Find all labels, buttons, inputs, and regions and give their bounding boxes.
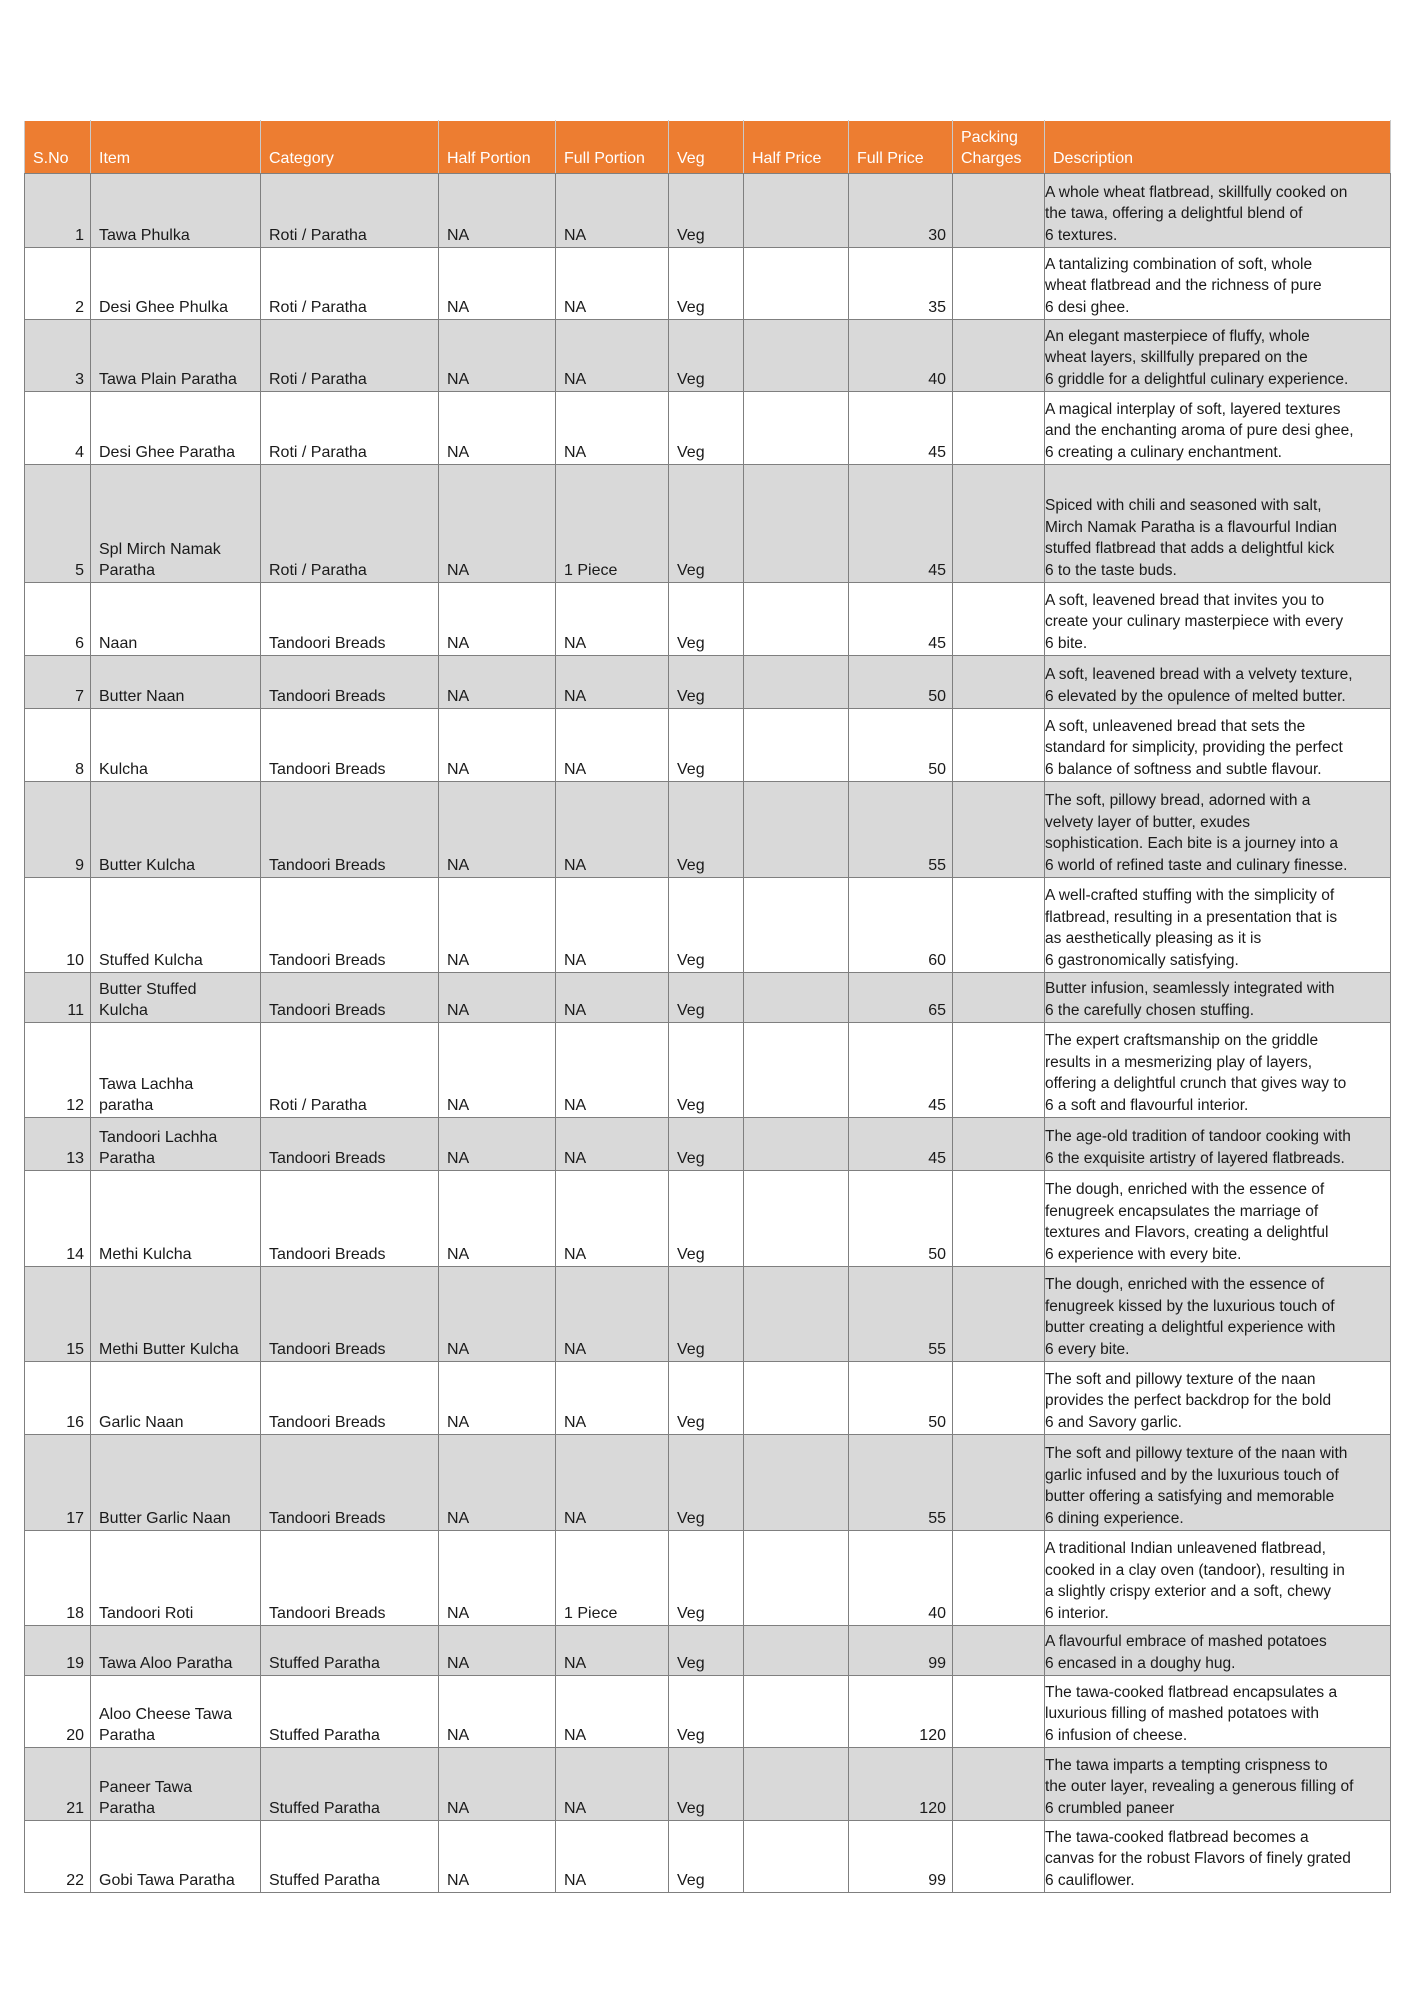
full-portion-cell: NA: [556, 656, 669, 709]
packing-cell: [953, 656, 1045, 709]
full-portion-cell: NA: [556, 392, 669, 465]
half-portion-cell: NA: [439, 656, 556, 709]
description-cell: The tawa-cooked flatbread becomes a canvas for the robust Flavors of finely grated 6 cauliflower.: [1045, 1821, 1391, 1893]
description-cell: The age-old tradition of tandoor cooking with 6 the exquisite artistry of layered flatbreads.: [1045, 1118, 1391, 1171]
description-cell: A flavourful embrace of mashed potatoes 6 encased in a doughy hug.: [1045, 1626, 1391, 1676]
veg-cell: Veg: [669, 1676, 744, 1748]
half-portion-cell: NA: [439, 248, 556, 320]
half-price-cell: [744, 320, 849, 392]
half-price-cell: [744, 709, 849, 782]
packing-cell: [953, 583, 1045, 656]
full-price-cell: 99: [849, 1821, 953, 1893]
veg-cell: Veg: [669, 656, 744, 709]
item-cell: Desi Ghee Paratha: [91, 392, 261, 465]
veg-cell: Veg: [669, 878, 744, 973]
half-price-cell: [744, 1676, 849, 1748]
half-price-cell: [744, 1267, 849, 1362]
half-portion-cell: NA: [439, 1171, 556, 1267]
half-portion-cell: NA: [439, 1626, 556, 1676]
half-price-cell: [744, 248, 849, 320]
half-portion-cell: NA: [439, 1267, 556, 1362]
full-portion-cell: 1 Piece: [556, 1531, 669, 1626]
description-cell: Butter infusion, seamlessly integrated with 6 the carefully chosen stuffing.: [1045, 973, 1391, 1023]
half-price-cell: [744, 392, 849, 465]
full-price-cell: 30: [849, 174, 953, 248]
full-portion-cell: NA: [556, 320, 669, 392]
packing-cell: [953, 1362, 1045, 1435]
category-cell: Stuffed Paratha: [261, 1626, 439, 1676]
table-row: [25, 656, 1391, 709]
veg-cell: Veg: [669, 1748, 744, 1821]
item-cell: Desi Ghee Phulka: [91, 248, 261, 320]
half-price-cell: [744, 465, 849, 583]
description-cell: A whole wheat flatbread, skillfully cooked on the tawa, offering a delightful blend of 6 textures.: [1045, 174, 1391, 248]
half-portion-cell: NA: [439, 1821, 556, 1893]
full-portion-cell: NA: [556, 1023, 669, 1118]
veg-cell: Veg: [669, 709, 744, 782]
description-cell: The tawa imparts a tempting crispness to the outer layer, revealing a generous filling of 6 crumbled paneer: [1045, 1748, 1391, 1821]
description-cell: The soft and pillowy texture of the naan provides the perfect backdrop for the bold 6 and Savory garlic.: [1045, 1362, 1391, 1435]
half-portion-cell: NA: [439, 1531, 556, 1626]
veg-cell: Veg: [669, 583, 744, 656]
description-cell: A tantalizing combination of soft, whole wheat flatbread and the richness of pure 6 desi ghee.: [1045, 248, 1391, 320]
veg-cell: Veg: [669, 1821, 744, 1893]
description-cell: The dough, enriched with the essence of fenugreek encapsulates the marriage of textures and Flavors, creating a delightful 6 experience with every bite.: [1045, 1171, 1391, 1267]
half-portion-cell: NA: [439, 392, 556, 465]
half-price-cell: [744, 782, 849, 878]
category-cell: Roti / Paratha: [261, 320, 439, 392]
category-cell: Tandoori Breads: [261, 583, 439, 656]
item-cell: Methi Kulcha: [91, 1171, 261, 1267]
table-row: [25, 1676, 1391, 1748]
item-cell: Gobi Tawa Paratha: [91, 1821, 261, 1893]
veg-cell: Veg: [669, 248, 744, 320]
half-portion-cell: NA: [439, 583, 556, 656]
full-price-cell: 60: [849, 878, 953, 973]
item-cell: Naan: [91, 583, 261, 656]
item-cell: Tandoori Roti: [91, 1531, 261, 1626]
packing-cell: [953, 392, 1045, 465]
veg-cell: Veg: [669, 1626, 744, 1676]
half-price-cell: [744, 656, 849, 709]
full-portion-cell: NA: [556, 1626, 669, 1676]
full-portion-cell: NA: [556, 1676, 669, 1748]
veg-cell: Veg: [669, 973, 744, 1023]
sno-cell: 18: [25, 1531, 91, 1626]
col-category-header: Category: [261, 121, 439, 174]
half-portion-cell: NA: [439, 709, 556, 782]
description-cell: The tawa-cooked flatbread encapsulates a luxurious filling of mashed potatoes with 6 infusion of cheese.: [1045, 1676, 1391, 1748]
description-cell: The dough, enriched with the essence of fenugreek kissed by the luxurious touch of butter creating a delightful experience with 6 every bite.: [1045, 1267, 1391, 1362]
veg-cell: Veg: [669, 465, 744, 583]
packing-cell: [953, 709, 1045, 782]
half-price-cell: [744, 583, 849, 656]
table-row: [25, 583, 1391, 656]
table-row: [25, 1118, 1391, 1171]
item-cell: Tawa Plain Paratha: [91, 320, 261, 392]
full-price-cell: 55: [849, 782, 953, 878]
table-row: [25, 973, 1391, 1023]
half-portion-cell: NA: [439, 973, 556, 1023]
full-price-cell: 45: [849, 1118, 953, 1171]
packing-cell: [953, 248, 1045, 320]
half-price-cell: [744, 973, 849, 1023]
item-cell: Methi Butter Kulcha: [91, 1267, 261, 1362]
sno-cell: 20: [25, 1676, 91, 1748]
sno-cell: 19: [25, 1626, 91, 1676]
description-cell: Spiced with chili and seasoned with salt, Mirch Namak Paratha is a flavourful Indian stuffed flatbread that adds a delightful kick 6 to the taste buds.: [1045, 465, 1391, 583]
packing-cell: [953, 1748, 1045, 1821]
table-row: [25, 1531, 1391, 1626]
full-price-cell: 120: [849, 1748, 953, 1821]
item-cell: Butter Garlic Naan: [91, 1435, 261, 1531]
half-portion-cell: NA: [439, 174, 556, 248]
description-cell: The soft, pillowy bread, adorned with a velvety layer of butter, exudes sophistication. Each bite is a journey into a 6 world of refined taste and culinary finesse.: [1045, 782, 1391, 878]
sno-cell: 1: [25, 174, 91, 248]
table-row: [25, 248, 1391, 320]
description-cell: A soft, leavened bread with a velvety texture, 6 elevated by the opulence of melted butter.: [1045, 656, 1391, 709]
sno-cell: 11: [25, 973, 91, 1023]
full-portion-cell: NA: [556, 709, 669, 782]
category-cell: Tandoori Breads: [261, 782, 439, 878]
category-cell: Roti / Paratha: [261, 392, 439, 465]
item-cell: Tawa Lachha paratha: [91, 1023, 261, 1118]
item-cell: Aloo Cheese Tawa Paratha: [91, 1676, 261, 1748]
description-cell: A traditional Indian unleavened flatbread, cooked in a clay oven (tandoor), resulting in a slightly crispy exterior and a soft, chewy 6 interior.: [1045, 1531, 1391, 1626]
half-price-cell: [744, 1821, 849, 1893]
half-price-cell: [744, 878, 849, 973]
packing-cell: [953, 782, 1045, 878]
full-portion-cell: NA: [556, 1171, 669, 1267]
col-full-price-header: Full Price: [849, 121, 953, 174]
half-price-cell: [744, 1171, 849, 1267]
category-cell: Tandoori Breads: [261, 1435, 439, 1531]
col-half-price-header: Half Price: [744, 121, 849, 174]
table-row: [25, 465, 1391, 583]
col-half-portion-header: Half Portion: [439, 121, 556, 174]
table-row: [25, 1435, 1391, 1531]
menu-table: [24, 120, 1391, 1893]
packing-cell: [953, 1821, 1045, 1893]
full-portion-cell: NA: [556, 1267, 669, 1362]
menu-sheet: [24, 120, 1390, 1893]
col-packing-header: Packing Charges: [953, 121, 1045, 174]
veg-cell: Veg: [669, 320, 744, 392]
col-description-header: Description: [1045, 121, 1391, 174]
sno-cell: 10: [25, 878, 91, 973]
header-row: [25, 121, 1391, 174]
veg-cell: Veg: [669, 782, 744, 878]
table-row: [25, 1748, 1391, 1821]
table-row: [25, 782, 1391, 878]
category-cell: Roti / Paratha: [261, 174, 439, 248]
category-cell: Tandoori Breads: [261, 709, 439, 782]
sno-cell: 8: [25, 709, 91, 782]
item-cell: Kulcha: [91, 709, 261, 782]
half-price-cell: [744, 1023, 849, 1118]
veg-cell: Veg: [669, 1267, 744, 1362]
full-portion-cell: NA: [556, 878, 669, 973]
category-cell: Tandoori Breads: [261, 1267, 439, 1362]
full-price-cell: 55: [849, 1267, 953, 1362]
full-portion-cell: NA: [556, 1821, 669, 1893]
full-price-cell: 99: [849, 1626, 953, 1676]
description-cell: A well-crafted stuffing with the simplicity of flatbread, resulting in a presentation that is as aesthetically pleasing as it is 6 gastronomically satisfying.: [1045, 878, 1391, 973]
description-cell: A soft, unleavened bread that sets the standard for simplicity, providing the perfect 6 balance of softness and subtle flavour.: [1045, 709, 1391, 782]
packing-cell: [953, 1171, 1045, 1267]
full-portion-cell: NA: [556, 1748, 669, 1821]
sno-cell: 12: [25, 1023, 91, 1118]
veg-cell: Veg: [669, 1023, 744, 1118]
half-price-cell: [744, 1118, 849, 1171]
full-portion-cell: NA: [556, 583, 669, 656]
full-price-cell: 45: [849, 465, 953, 583]
description-cell: The expert craftsmanship on the griddle results in a mesmerizing play of layers, offering a delightful crunch that gives way to 6 a soft and flavourful interior.: [1045, 1023, 1391, 1118]
half-portion-cell: NA: [439, 1118, 556, 1171]
table-row: [25, 878, 1391, 973]
category-cell: Tandoori Breads: [261, 1171, 439, 1267]
sno-cell: 9: [25, 782, 91, 878]
col-sno-header: S.No: [25, 121, 91, 174]
packing-cell: [953, 1435, 1045, 1531]
packing-cell: [953, 1118, 1045, 1171]
category-cell: Roti / Paratha: [261, 465, 439, 583]
full-price-cell: 50: [849, 1362, 953, 1435]
veg-cell: Veg: [669, 1531, 744, 1626]
item-cell: Tawa Aloo Paratha: [91, 1626, 261, 1676]
item-cell: Spl Mirch Namak Paratha: [91, 465, 261, 583]
half-portion-cell: NA: [439, 1676, 556, 1748]
full-portion-cell: NA: [556, 1362, 669, 1435]
table-row: [25, 320, 1391, 392]
item-cell: Butter Naan: [91, 656, 261, 709]
item-cell: Garlic Naan: [91, 1362, 261, 1435]
full-portion-cell: NA: [556, 174, 669, 248]
full-portion-cell: NA: [556, 248, 669, 320]
half-portion-cell: NA: [439, 1435, 556, 1531]
half-price-cell: [744, 1531, 849, 1626]
full-portion-cell: 1 Piece: [556, 465, 669, 583]
full-price-cell: 50: [849, 1171, 953, 1267]
packing-cell: [953, 878, 1045, 973]
veg-cell: Veg: [669, 174, 744, 248]
col-veg-header: Veg: [669, 121, 744, 174]
category-cell: Tandoori Breads: [261, 973, 439, 1023]
sno-cell: 13: [25, 1118, 91, 1171]
full-price-cell: 55: [849, 1435, 953, 1531]
item-cell: Stuffed Kulcha: [91, 878, 261, 973]
veg-cell: Veg: [669, 1435, 744, 1531]
category-cell: Roti / Paratha: [261, 248, 439, 320]
item-cell: Tawa Phulka: [91, 174, 261, 248]
packing-cell: [953, 973, 1045, 1023]
packing-cell: [953, 1676, 1045, 1748]
sno-cell: 22: [25, 1821, 91, 1893]
col-item-header: Item: [91, 121, 261, 174]
description-cell: An elegant masterpiece of fluffy, whole wheat layers, skillfully prepared on the 6 griddle for a delightful culinary experience.: [1045, 320, 1391, 392]
description-cell: The soft and pillowy texture of the naan with garlic infused and by the luxurious touch of butter offering a satisfying and memorable 6 dining experience.: [1045, 1435, 1391, 1531]
item-cell: Paneer Tawa Paratha: [91, 1748, 261, 1821]
packing-cell: [953, 465, 1045, 583]
full-portion-cell: NA: [556, 1435, 669, 1531]
veg-cell: Veg: [669, 1171, 744, 1267]
half-portion-cell: NA: [439, 320, 556, 392]
sno-cell: 17: [25, 1435, 91, 1531]
full-price-cell: 65: [849, 973, 953, 1023]
veg-cell: Veg: [669, 1362, 744, 1435]
category-cell: Stuffed Paratha: [261, 1821, 439, 1893]
sno-cell: 15: [25, 1267, 91, 1362]
table-body: [25, 174, 1391, 1893]
category-cell: Stuffed Paratha: [261, 1748, 439, 1821]
col-full-portion-header: Full Portion: [556, 121, 669, 174]
full-price-cell: 120: [849, 1676, 953, 1748]
full-portion-cell: NA: [556, 782, 669, 878]
category-cell: Stuffed Paratha: [261, 1676, 439, 1748]
sno-cell: 21: [25, 1748, 91, 1821]
item-cell: Butter Kulcha: [91, 782, 261, 878]
half-price-cell: [744, 1362, 849, 1435]
description-cell: A magical interplay of soft, layered textures and the enchanting aroma of pure desi ghee, 6 creating a culinary enchantment.: [1045, 392, 1391, 465]
packing-cell: [953, 320, 1045, 392]
sno-cell: 14: [25, 1171, 91, 1267]
category-cell: Tandoori Breads: [261, 878, 439, 973]
table-row: [25, 1362, 1391, 1435]
full-price-cell: 50: [849, 709, 953, 782]
half-portion-cell: NA: [439, 878, 556, 973]
category-cell: Tandoori Breads: [261, 1118, 439, 1171]
packing-cell: [953, 174, 1045, 248]
sno-cell: 7: [25, 656, 91, 709]
full-price-cell: 45: [849, 392, 953, 465]
description-cell: A soft, leavened bread that invites you to create your culinary masterpiece with every 6 bite.: [1045, 583, 1391, 656]
table-row: [25, 1267, 1391, 1362]
table-row: [25, 174, 1391, 248]
item-cell: Tandoori Lachha Paratha: [91, 1118, 261, 1171]
half-portion-cell: NA: [439, 1748, 556, 1821]
half-portion-cell: NA: [439, 1362, 556, 1435]
veg-cell: Veg: [669, 392, 744, 465]
packing-cell: [953, 1267, 1045, 1362]
category-cell: Tandoori Breads: [261, 1531, 439, 1626]
half-price-cell: [744, 1626, 849, 1676]
half-portion-cell: NA: [439, 782, 556, 878]
sno-cell: 6: [25, 583, 91, 656]
half-price-cell: [744, 1748, 849, 1821]
full-price-cell: 50: [849, 656, 953, 709]
half-portion-cell: NA: [439, 1023, 556, 1118]
table-row: [25, 709, 1391, 782]
sno-cell: 16: [25, 1362, 91, 1435]
packing-cell: [953, 1626, 1045, 1676]
sno-cell: 4: [25, 392, 91, 465]
table-row: [25, 1626, 1391, 1676]
table-row: [25, 1023, 1391, 1118]
half-price-cell: [744, 174, 849, 248]
table-row: [25, 1171, 1391, 1267]
category-cell: Roti / Paratha: [261, 1023, 439, 1118]
category-cell: Tandoori Breads: [261, 656, 439, 709]
table-row: [25, 392, 1391, 465]
packing-cell: [953, 1531, 1045, 1626]
full-portion-cell: NA: [556, 973, 669, 1023]
full-portion-cell: NA: [556, 1118, 669, 1171]
full-price-cell: 45: [849, 583, 953, 656]
half-portion-cell: NA: [439, 465, 556, 583]
full-price-cell: 35: [849, 248, 953, 320]
full-price-cell: 45: [849, 1023, 953, 1118]
packing-cell: [953, 1023, 1045, 1118]
veg-cell: Veg: [669, 1118, 744, 1171]
table-row: [25, 1821, 1391, 1893]
sno-cell: 3: [25, 320, 91, 392]
sno-cell: 2: [25, 248, 91, 320]
sno-cell: 5: [25, 465, 91, 583]
full-price-cell: 40: [849, 320, 953, 392]
full-price-cell: 40: [849, 1531, 953, 1626]
category-cell: Tandoori Breads: [261, 1362, 439, 1435]
item-cell: Butter Stuffed Kulcha: [91, 973, 261, 1023]
half-price-cell: [744, 1435, 849, 1531]
